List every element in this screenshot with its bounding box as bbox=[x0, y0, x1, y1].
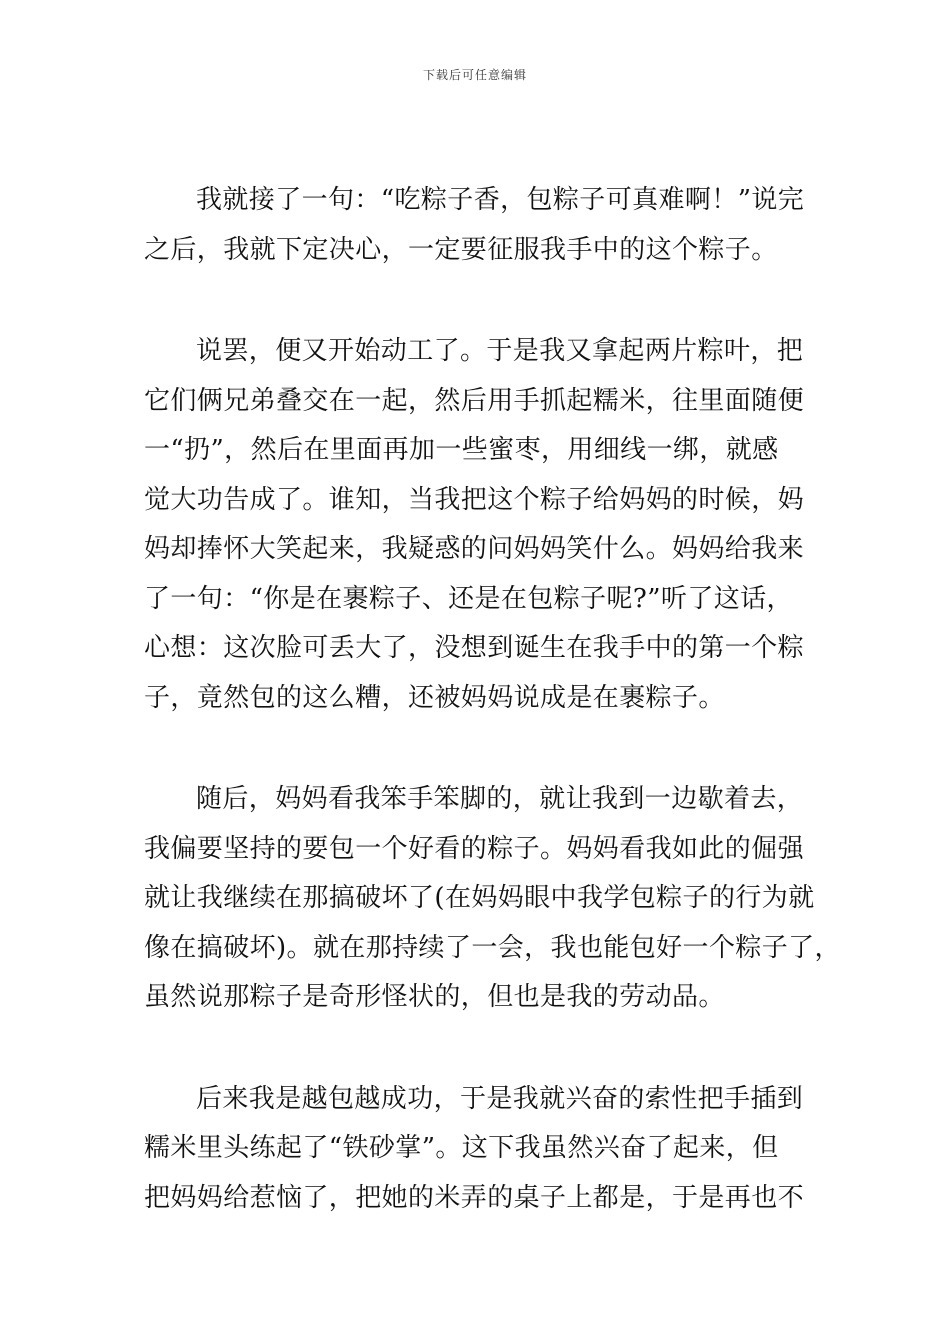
paragraph-1 bbox=[144, 176, 814, 275]
paragraph-2 bbox=[144, 327, 814, 723]
text-line: 妈却捧怀大笑起来，我疑惑的问妈妈笑什么。妈妈给我来 bbox=[144, 534, 805, 564]
text-line: 虽然说那粽子是奇形怪状的，但也是我的劳动品。 bbox=[144, 982, 725, 1012]
text-line: 我就接了一句：“吃粽子香，包粽子可真难啊！”说完 bbox=[196, 185, 805, 215]
text-line: 像在搞破坏)。就在那持续了一会，我也能包好一个粽子了， bbox=[144, 932, 841, 963]
text-line: 子，竟然包的这么糟，还被妈妈说成是在裹粽子。 bbox=[144, 682, 725, 713]
paragraph-3 bbox=[144, 775, 841, 1023]
text-line: 了一句：“你是在裹粽子、还是在包粽子呢?”听了这话， bbox=[144, 583, 793, 614]
text-line: 觉大功告成了。谁知，当我把这个粽子给妈妈的时候，妈 bbox=[144, 484, 805, 515]
paragraph-4 bbox=[144, 1075, 814, 1224]
text-line: 后来我是越包越成功，于是我就兴奋的索性把手插到 bbox=[196, 1083, 804, 1114]
text-line: 我偏要坚持的要包一个好看的粽子。妈妈看我如此的倔强 bbox=[144, 833, 805, 864]
text-line: 一“扔”，然后在里面再加一些蜜枣，用细线一绑，就感 bbox=[144, 435, 779, 465]
body-text bbox=[144, 176, 841, 1275]
text-line: 它们俩兄弟叠交在一起，然后用手抓起糯米，往里面随便 bbox=[144, 385, 805, 416]
text-line: 说罢，便又开始动工了。于是我又拿起两片粽叶，把 bbox=[196, 336, 804, 366]
text-line: 之后，我就下定决心，一定要征服我手中的这个粽子。 bbox=[144, 234, 778, 265]
text-line: 糯米里头练起了“铁砂掌”。这下我虽然兴奋了起来，但 bbox=[144, 1133, 779, 1163]
page-header: 下载后可任意编辑 bbox=[422, 68, 527, 82]
text-line: 把妈妈给惹恼了，把她的米弄的桌子上都是，于是再也不 bbox=[144, 1182, 805, 1213]
text-line: 就让我继续在那搞破坏了(在妈妈眼中我学包粽子的行为就 bbox=[144, 883, 815, 913]
text-line: 随后，妈妈看我笨手笨脚的，就让我到一边歇着去， bbox=[196, 784, 804, 814]
text-line: 心想：这次脸可丢大了，没想到诞生在我手中的第一个粽 bbox=[144, 633, 805, 663]
